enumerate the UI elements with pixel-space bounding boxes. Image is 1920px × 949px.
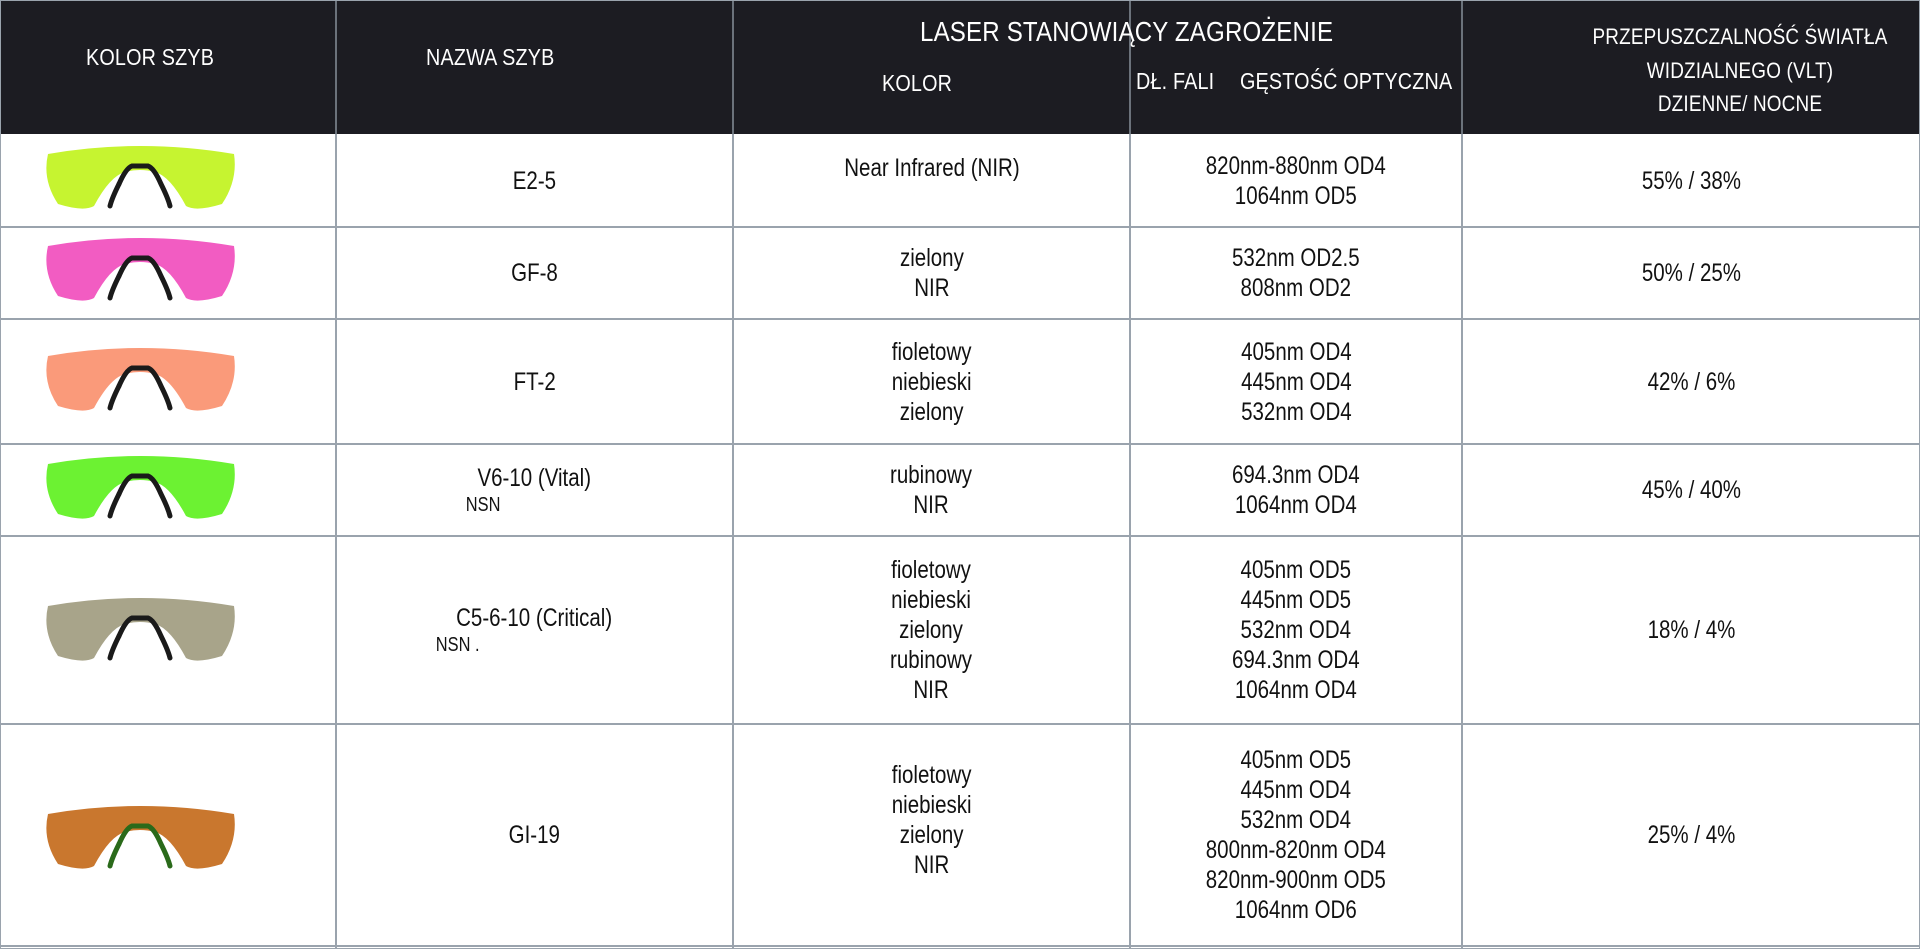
row-5-vlt: 25% / 4% (1647, 821, 1736, 849)
row-2-name: FT-2 (513, 367, 556, 396)
row-0-wavelengths: 820nm-880nm OD4 1064nm OD5 (1205, 152, 1387, 210)
row-1-name: GF-8 (511, 259, 558, 287)
lens-image-c5-6-10 (40, 592, 240, 672)
row-0-vlt: 55% / 38% (1641, 167, 1742, 195)
row-5-name: GI-19 (508, 821, 561, 849)
header-vlt-line1: PRZEPUSZCZALNOŚĆ ŚWIATŁA (1592, 24, 1888, 49)
row-5-laser-colors: fioletowy niebieski zielony NIR (891, 761, 972, 879)
header-optical-density: GĘSTOŚĆ OPTYCZNA (1240, 68, 1453, 94)
lens-shape (46, 456, 234, 519)
lens-image-ft-2 (40, 342, 240, 422)
row-1-vlt: 50% / 25% (1641, 259, 1742, 287)
row-2-vlt: 42% / 6% (1647, 367, 1736, 396)
header-laser-color: KOLOR (882, 70, 953, 96)
row-1-laser-colors: zielony NIR (899, 244, 964, 302)
row-2-laser-colors: fioletowy niebieski zielony (891, 337, 972, 426)
header-divider (335, 0, 337, 134)
row-4-nsn: NSN . (435, 634, 480, 656)
row-0-laser-colors: Near Infrared (NIR) (843, 154, 1020, 182)
lens-shape (46, 146, 234, 209)
row-3-nsn: NSN (466, 494, 501, 516)
row-5-wavelengths: 405nm OD5 445nm OD4 532nm OD4 800nm-820nm OD4 820nm-900nm OD5 1064nm OD6 (1205, 746, 1387, 924)
header-divider (1461, 0, 1463, 134)
header-divider (732, 0, 734, 134)
row-4-name: C5-6-10 (Critical) NSN . (435, 604, 613, 656)
lens-image-gi-19 (40, 800, 240, 880)
lens-image-gf-8 (40, 232, 240, 312)
lens-shape (46, 238, 234, 301)
row-4-vlt: 18% / 4% (1647, 616, 1736, 644)
row-3-vlt: 45% / 40% (1641, 476, 1742, 504)
row-2-wavelengths: 405nm OD4 445nm OD4 532nm OD4 (1240, 337, 1352, 426)
lens-image-e2-5 (40, 140, 240, 220)
lens-shape (46, 806, 234, 869)
lens-shape (46, 348, 234, 411)
row-4-wavelengths: 405nm OD5 445nm OD5 532nm OD4 694.3nm OD4 1064nm OD4 (1232, 556, 1360, 704)
row-3-name: V6-10 (Vital) NSN (466, 464, 592, 516)
row-4-laser-colors: fioletowy niebieski zielony rubinowy NIR (890, 556, 973, 704)
row-3-laser-colors: rubinowy NIR (890, 461, 973, 519)
header-wavelength: DŁ. FALI (1136, 68, 1215, 94)
lens-shape (46, 598, 234, 661)
row-0-name: E2-5 (512, 167, 557, 195)
row-1-wavelengths: 532nm OD2.5 808nm OD2 (1232, 244, 1360, 302)
header-vlt-line2: WIDZIALNEGO (VLT) (1646, 58, 1834, 83)
header-laser-title: LASER STANOWIĄCY ZAGROŻENIE (920, 16, 1334, 47)
header-lens-color: KOLOR SZYB (86, 44, 215, 70)
lens-image-v6-10 (40, 450, 240, 530)
row-3-wavelengths: 694.3nm OD4 1064nm OD4 (1232, 461, 1360, 519)
header-vlt-line3: DZIENNE/ NOCNE (1657, 91, 1823, 116)
header-lens-name: NAZWA SZYB (426, 44, 555, 70)
row-divider (0, 945, 1920, 947)
